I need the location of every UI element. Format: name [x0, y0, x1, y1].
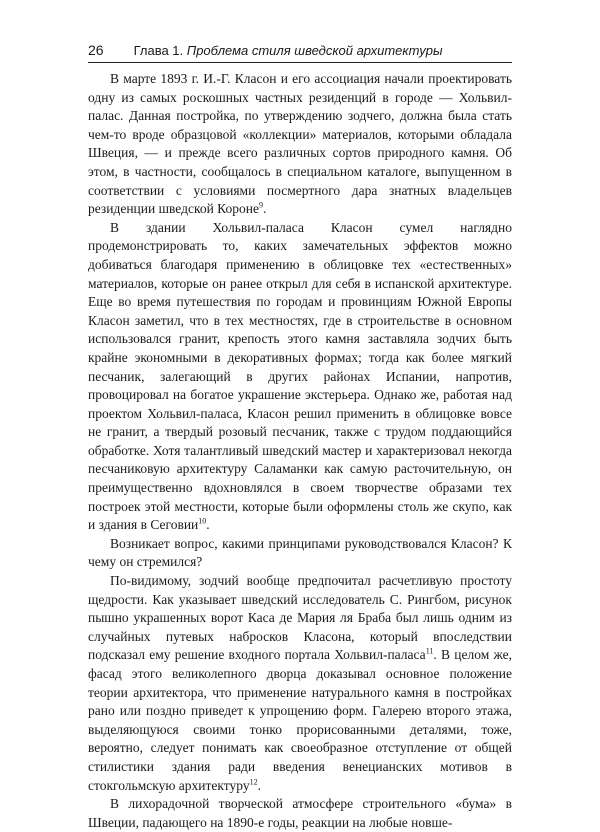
paragraph: [88, 535, 512, 572]
text-run: .: [257, 777, 261, 793]
running-header: [88, 42, 512, 63]
footnote-ref: 12: [249, 777, 258, 787]
paragraph: [88, 70, 512, 219]
chapter-label: Глава 1.: [133, 43, 184, 58]
text-run: По-видимому, зодчий вообще предпочитал расчетливую простоту щедрости. Как указывает шведский исследователь С. Рингбом, рисунок пышно украшенных ворот Каса де Мария ля Браба был лишь одним из случайных путевых набросков Класона, который впоследствии подсказал ему решение входного портала Хольвил-паласа: [88, 573, 512, 663]
page-number: 26: [88, 42, 104, 58]
text-run: .: [263, 201, 267, 217]
text-run: В здании Хольвил-паласа Класон сумел наглядно продемонстрировать то, каких замечательных эффектов можно добиваться благодаря применению в облицовке тех «естественных» материалов, которые он ранее открыл для себя в испанской архитектуре. Еще во время путешествия по городам и провинциям Южной Европы Класон заметил, что в тех местностях, где в строительстве в основном использовался гранит, крепость этого камня заставляла зодчих быть крайне экономными в декоративных формах; тогда как более мягкий песчаник, залегающий в других районах Испании, напротив, провоцировал на богатое украшение экстерьера. Однако же, работая над проектом Хольвил-паласа, Класон решил применить в облицовке вовсе не гранит, а твердый розовый песчаник, также с трудом поддающийся обработке. Хотя талантливый шведский мастер и характеризовал некогда песчаниковую архитектуру Саламанки как самую расточительную, он преимущественно вдохновлялся в своем творчестве образами тех построек этой местности, которые были оформлены столь же скупо, как и здания в Сеговии: [88, 219, 512, 533]
body-text: [88, 70, 512, 832]
footnote-ref: 9: [259, 200, 263, 210]
text-run: .: [206, 517, 210, 533]
paragraph: [88, 572, 512, 795]
text-run: Возникает вопрос, какими принципами руководствовался Класон? К чему он стремился?: [88, 535, 512, 570]
chapter-heading: [134, 43, 443, 58]
footnote-ref: 10: [198, 516, 207, 526]
text-run: В лихорадочной творческой атмосфере строительного «бума» в Швеции, падающего на 1890-е годы, реакции на любые новше-: [88, 796, 512, 830]
text-run: . В целом же, фасад этого великолепного дворца доказывал основное положение теории архитектора, что применение натурального камня в постройках рано или поздно приведет к упрощению форм. Галерею второго этажа, выделяющуюся своими тонко прорисованными деталями, тоже, вероятно, следует понимать как своеобразное отступление от общей стилистики здания ради введения венецианских мотивов в стокгольмскую архитектуру: [88, 647, 513, 793]
paragraph: [88, 795, 512, 832]
paragraph: [88, 219, 512, 535]
footnote-ref: 11: [425, 646, 434, 656]
text-run: В марте 1893 г. И.-Г. Класон и его ассоциация начали проектировать одну из самых роскошных частных резиденций в городе — Хольвил-палас. Данная постройка, по утверждению зодчего, должна была стать чем-то вроде образцовой «коллекции» материалов, которыми обладала Швеция, — и прежде всего различных сортов природного камня. Об этом, в частности, сообщалось в специальном каталоге, выпущенном в соответствии с условиями посмертного дара знатных владельцев резиденции шведской Короне: [88, 71, 512, 217]
chapter-title: Проблема стиля шведской архитектуры: [186, 43, 443, 58]
